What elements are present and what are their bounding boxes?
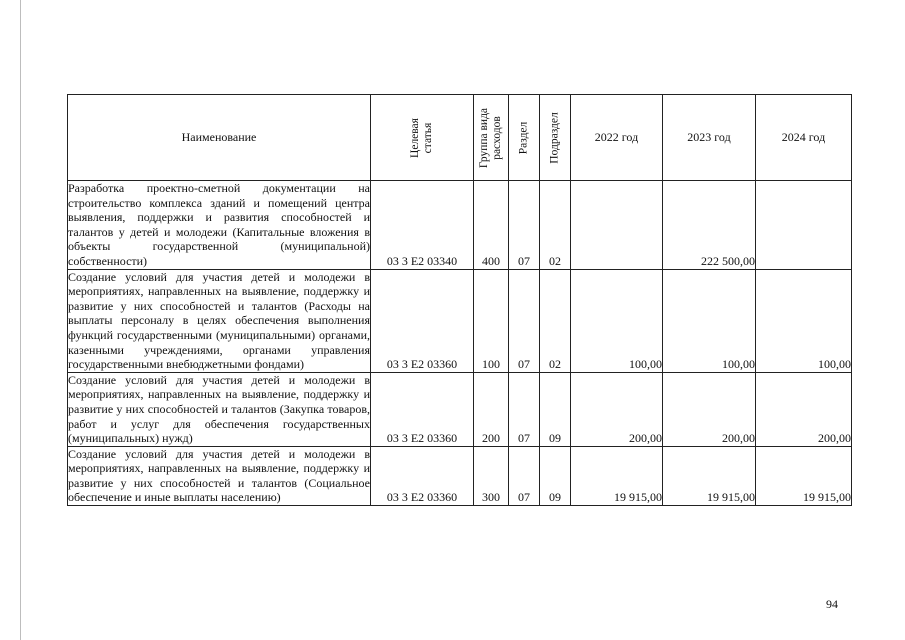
- header-target-article: [371, 95, 474, 181]
- table-row: [68, 372, 852, 446]
- row-amount-2023: 200,00: [663, 372, 756, 446]
- header-year-2023: 2023 год: [663, 95, 756, 181]
- header-name: Наименование: [68, 95, 371, 181]
- row-subsection: 09: [540, 446, 571, 505]
- row-section: 07: [509, 372, 540, 446]
- table-header-row: [68, 95, 852, 181]
- header-section-label: Раздел: [517, 121, 530, 154]
- header-target-article-label: Целевая статья: [409, 117, 434, 158]
- row-target-article: 03 3 E2 03360: [371, 372, 474, 446]
- row-expense-group: 400: [474, 181, 509, 270]
- row-amount-2024: 19 915,00: [756, 446, 852, 505]
- page-edge-line: [20, 0, 21, 640]
- row-amount-2023: 222 500,00: [663, 181, 756, 270]
- header-year-2024: 2024 год: [756, 95, 852, 181]
- row-expense-group: 300: [474, 446, 509, 505]
- header-year-2022: 2022 год: [571, 95, 663, 181]
- row-amount-2023: 19 915,00: [663, 446, 756, 505]
- row-expense-group: 100: [474, 269, 509, 372]
- table-row: [68, 181, 852, 270]
- row-amount-2024: [756, 181, 852, 270]
- row-name: Создание условий для участия детей и молодежи в мероприятиях, направленных на выявление, поддержку и развитие у них способностей и талантов (Расходы на выплаты персоналу в целях обеспечения выполнения функций государственными (муниципальными) органами, казенными учреждениями, органами управления государственными внебюджетными фондами): [68, 269, 370, 372]
- budget-table: [67, 94, 852, 506]
- row-subsection: 02: [540, 269, 571, 372]
- row-section: 07: [509, 181, 540, 270]
- table-row: [68, 446, 852, 505]
- row-target-article: 03 3 E2 03340: [371, 181, 474, 270]
- row-target-article: 03 3 E2 03360: [371, 269, 474, 372]
- header-subsection: [540, 95, 571, 181]
- table-row: [68, 269, 852, 372]
- row-amount-2023: 100,00: [663, 269, 756, 372]
- row-target-article: 03 3 E2 03360: [371, 446, 474, 505]
- row-name: Создание условий для участия детей и молодежи в мероприятиях, направленных на выявление, поддержку и развитие у них способностей и талантов (Социальное обеспечение и иные выплаты населению): [68, 446, 370, 505]
- row-subsection: 02: [540, 181, 571, 270]
- row-section: 07: [509, 446, 540, 505]
- row-amount-2022: [571, 181, 663, 270]
- row-amount-2022: 200,00: [571, 372, 663, 446]
- row-subsection: 09: [540, 372, 571, 446]
- row-amount-2022: 19 915,00: [571, 446, 663, 505]
- page-number: 94: [826, 597, 838, 611]
- header-section: [509, 95, 540, 181]
- row-name: Разработка проектно-сметной документации на строительство комплекса зданий и помещений центра выявления, поддержки и развития способностей и талантов у детей и молодежи (Капитальные вложения в объекты государственной (муниципальной) собственности): [68, 181, 370, 268]
- row-amount-2022: 100,00: [571, 269, 663, 372]
- row-amount-2024: 100,00: [756, 269, 852, 372]
- row-amount-2024: 200,00: [756, 372, 852, 446]
- row-expense-group: 200: [474, 372, 509, 446]
- header-subsection-label: Подраздел: [548, 111, 561, 164]
- row-name: Создание условий для участия детей и молодежи в мероприятиях, направленных на выявление, поддержку и развитие у них способностей и талантов (Закупка товаров, работ и услуг для обеспечения государственных (муниципальных) нужд): [68, 372, 370, 446]
- row-section: 07: [509, 269, 540, 372]
- header-expense-group-label: Группа вида расходов: [478, 107, 503, 168]
- header-expense-group: [474, 95, 509, 181]
